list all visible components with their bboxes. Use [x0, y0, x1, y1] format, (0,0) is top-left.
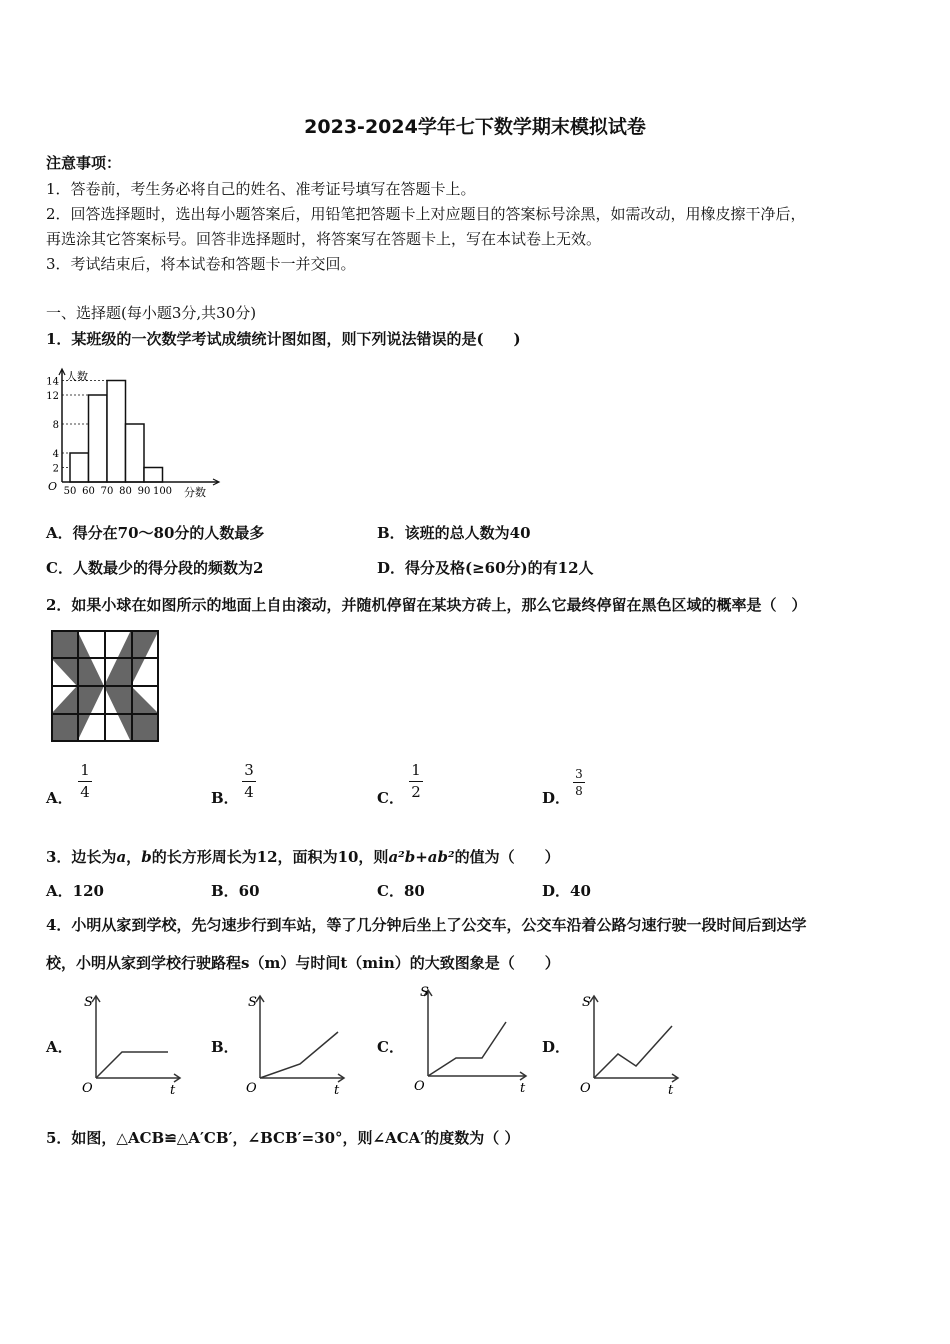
x-tick-label: 60 [82, 486, 95, 497]
question-1-option-b: B．该班的总人数为40 [377, 524, 531, 542]
y-tick-label: 4 [52, 449, 59, 460]
axis-o-label: O [580, 1081, 591, 1096]
fraction-numerator: 3 [575, 767, 583, 781]
x-tick-label: 90 [137, 486, 151, 497]
fraction-numerator: 3 [244, 761, 254, 779]
q3-text: ， [126, 848, 142, 866]
x-tick-label: 50 [63, 486, 77, 497]
y-tick-label: 8 [52, 420, 59, 431]
fraction-bar [242, 781, 256, 782]
y-tick-label: 2 [52, 463, 59, 475]
question-2-option-a-fraction [78, 763, 92, 800]
question-1-option-a: A．得分在70～80分的人数最多 [46, 524, 265, 542]
histogram-bar [89, 395, 108, 482]
question-3-option-b: B．60 [211, 882, 260, 900]
q3-var-a: a [116, 848, 127, 866]
question-2-option-c-fraction [409, 763, 423, 800]
histogram-bar [126, 424, 145, 482]
y-axis-label: 人数 [66, 370, 88, 383]
axis-s-label: S [420, 985, 429, 1000]
graph-option-d [570, 990, 682, 1098]
q3-text: 的值为（ ） [454, 848, 560, 866]
notice-line: 2．回答选择题时，选出每小题答案后，用铅笔把答题卡上对应题目的答案标号涂黑，如需改动，用橡皮擦干净后， [46, 205, 806, 223]
x-tick-label: 70 [100, 486, 114, 497]
y-tick-label: 12 [46, 391, 59, 402]
x-axis-label: 分数 [184, 486, 206, 499]
histogram-bar [107, 381, 126, 483]
notice-line: 再选涂其它答案标号。回答非选择题时，将答案写在答题卡上，写在本试卷上无效。 [46, 230, 602, 248]
graph-option-b [236, 990, 348, 1098]
fraction-denominator: 2 [411, 783, 421, 801]
question-1-stem: 1．某班级的一次数学考试成绩统计图如图，则下列说法错误的是( ) [46, 330, 521, 348]
question-4-option-a-letter: A． [46, 1038, 73, 1056]
question-3-stem [46, 846, 560, 867]
axis-s-label: S [248, 995, 257, 1010]
y-tick-label: 14 [46, 376, 59, 388]
question-4-option-b-letter: B． [211, 1038, 239, 1056]
fraction-denominator: 8 [575, 784, 583, 798]
notice-line: 1．答卷前，考生务必将自己的姓名、准考证号填写在答题卡上。 [46, 180, 476, 198]
tile-floor-figure [51, 630, 159, 742]
axis-t-label: t [520, 1081, 526, 1094]
axis-t-label: t [170, 1083, 176, 1098]
axis-o-label: O [82, 1081, 93, 1096]
question-2-option-c-letter: C． [377, 789, 404, 807]
question-3-option-c: C．80 [377, 882, 425, 900]
question-4-option-c-letter: C． [377, 1038, 404, 1056]
histogram-bar [144, 468, 163, 483]
fraction-numerator: 1 [411, 761, 421, 779]
x-tick-label: 80 [119, 486, 132, 497]
fraction-denominator: 4 [244, 783, 254, 801]
q3-var-b: b [141, 848, 152, 866]
notice-line: 3．考试结束后，将本试卷和答题卡一并交回。 [46, 255, 356, 273]
origin-label: O [48, 480, 58, 493]
question-4-stem-line2: 校，小明从家到学校行驶路程s（m）与时间t（min）的大致图象是（ ） [46, 954, 560, 972]
graph-option-a [72, 990, 184, 1098]
question-2-stem: 2．如果小球在如图所示的地面上自由滚动，并随机停留在某块方砖上，那么它最终停留在黑色区域的概率是（ ） [46, 596, 807, 614]
q3-text: 的长方形周长为12，面积为10，则 [151, 848, 389, 866]
graph-option-c [406, 982, 530, 1094]
question-1-option-c: C．人数最少的得分段的频数为2 [46, 559, 264, 577]
fraction-bar [573, 782, 585, 783]
histogram-bar [70, 453, 89, 482]
axis-o-label: O [246, 1081, 257, 1096]
question-2-option-d-fraction [573, 768, 585, 797]
axis-o-label: O [414, 1079, 425, 1094]
question-5-stem: 5．如图，△ACB≌△A′CB′，∠BCB′=30°，则∠ACA′的度数为（ ） [46, 1129, 520, 1147]
x-tick-label: 100 [152, 486, 173, 497]
axis-s-label: S [582, 995, 591, 1010]
question-3-option-a: A．120 [46, 882, 104, 900]
question-3-option-d: D．40 [542, 882, 591, 900]
axis-t-label: t [668, 1083, 674, 1098]
question-2-option-d-letter: D． [542, 789, 571, 807]
question-2-option-b-fraction [242, 763, 256, 800]
q3-expression: a²b+ab² [388, 848, 455, 866]
question-4-option-d-letter: D． [542, 1038, 571, 1056]
page-title: 2023-2024学年七下数学期末模拟试卷 [304, 116, 646, 138]
question-1-option-d: D．得分及格(≥60分)的有12人 [377, 559, 594, 577]
notice-heading: 注意事项： [46, 154, 122, 172]
fraction-bar [409, 781, 423, 782]
fraction-denominator: 4 [80, 783, 90, 801]
question-2-option-b-letter: B． [211, 789, 239, 807]
fraction-numerator: 1 [80, 761, 90, 779]
question-2-option-a-letter: A． [46, 789, 73, 807]
axis-s-label: S [84, 995, 93, 1010]
section-heading: 一、选择题(每小题3分,共30分) [46, 304, 257, 322]
question-4-stem-line1: 4．小明从家到学校，先匀速步行到车站，等了几分钟后坐上了公交车，公交车沿着公路匀速行驶一段时间后到达学 [46, 916, 807, 934]
fraction-bar [78, 781, 92, 782]
q3-text: 3．边长为 [46, 848, 117, 866]
histogram-chart [42, 366, 222, 502]
axis-t-label: t [334, 1083, 340, 1098]
